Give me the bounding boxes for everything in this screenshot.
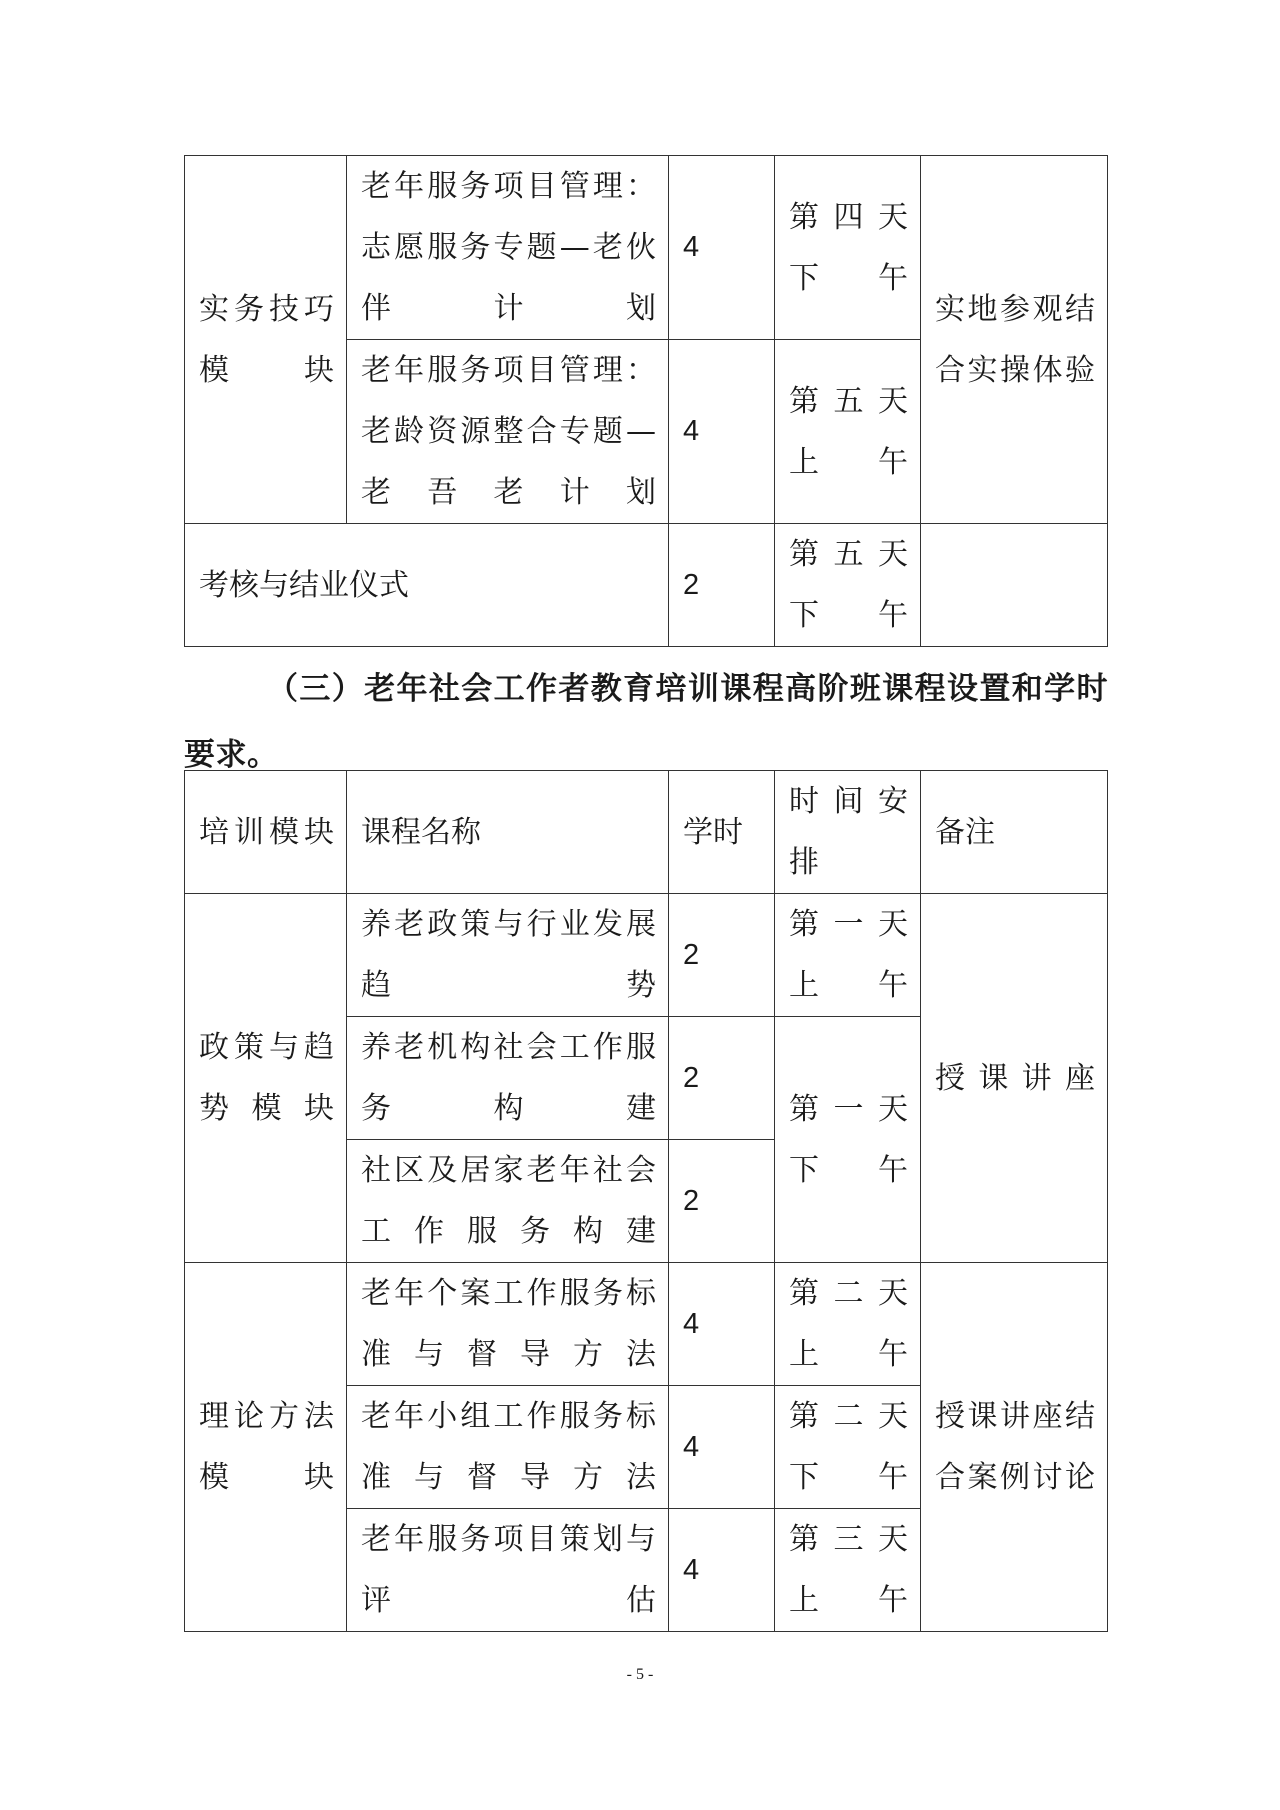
table-header-row (185, 771, 1108, 894)
hours-cell: 4 (669, 340, 775, 524)
remark-cell: 实地参观结合实操体验 (921, 156, 1108, 524)
hours-cell: 4 (669, 1509, 775, 1632)
hours-cell: 4 (669, 1263, 775, 1386)
header-time: 时间安排 (775, 771, 921, 894)
course-table-continued (184, 155, 1108, 647)
time-cell: 第五天上午 (775, 340, 921, 524)
table-row (185, 1263, 1108, 1386)
time-cell: 第四天下午 (775, 156, 921, 340)
page-number: - 5 - (626, 1666, 654, 1683)
header-hours: 学时 (669, 771, 775, 894)
time-cell: 第一天下午 (775, 1017, 921, 1263)
header-course: 课程名称 (347, 771, 669, 894)
remark-cell (921, 524, 1108, 647)
hours-cell: 2 (669, 524, 775, 647)
remark-cell: 授课讲座结合案例讨论 (921, 1263, 1108, 1632)
course-cell: 养老机构社会工作服务构建 (347, 1017, 669, 1140)
table-row (185, 156, 1108, 340)
time-cell: 第二天下午 (775, 1386, 921, 1509)
time-cell: 第三天上午 (775, 1509, 921, 1632)
module-cell: 实务技巧模块 (185, 156, 347, 524)
remark-cell: 授课讲座 (921, 894, 1108, 1263)
course-cell: 养老政策与行业发展趋势 (347, 894, 669, 1017)
table-row (185, 894, 1108, 1017)
course-cell: 老年小组工作服务标准与督导方法 (347, 1386, 669, 1509)
hours-cell: 2 (669, 1140, 775, 1263)
assessment-cell: 考核与结业仪式 (185, 524, 669, 647)
hours-cell: 4 (669, 1386, 775, 1509)
course-cell: 社区及居家老年社会工作服务构建 (347, 1140, 669, 1263)
course-cell: 老年服务项目管理：志愿服务专题—老伙伴计划 (347, 156, 669, 340)
course-cell: 老年服务项目管理：老龄资源整合专题—老吾老计划 (347, 340, 669, 524)
section-heading: （三）老年社会工作者教育培训课程高阶班课程设置和学时要求。 (184, 671, 1108, 773)
hours-cell: 2 (669, 1017, 775, 1140)
time-cell: 第二天上午 (775, 1263, 921, 1386)
header-remark: 备注 (921, 771, 1108, 894)
module-cell: 政策与趋势模块 (185, 894, 347, 1263)
module-cell: 理论方法模块 (185, 1263, 347, 1632)
time-cell: 第五天下午 (775, 524, 921, 647)
hours-cell: 2 (669, 894, 775, 1017)
hours-cell: 4 (669, 156, 775, 340)
course-cell: 老年服务项目策划与评估 (347, 1509, 669, 1632)
course-cell: 老年个案工作服务标准与督导方法 (347, 1263, 669, 1386)
advanced-course-table (184, 770, 1108, 1632)
header-module: 培训模块 (185, 771, 347, 894)
time-cell: 第一天上午 (775, 894, 921, 1017)
table-row (185, 524, 1108, 647)
